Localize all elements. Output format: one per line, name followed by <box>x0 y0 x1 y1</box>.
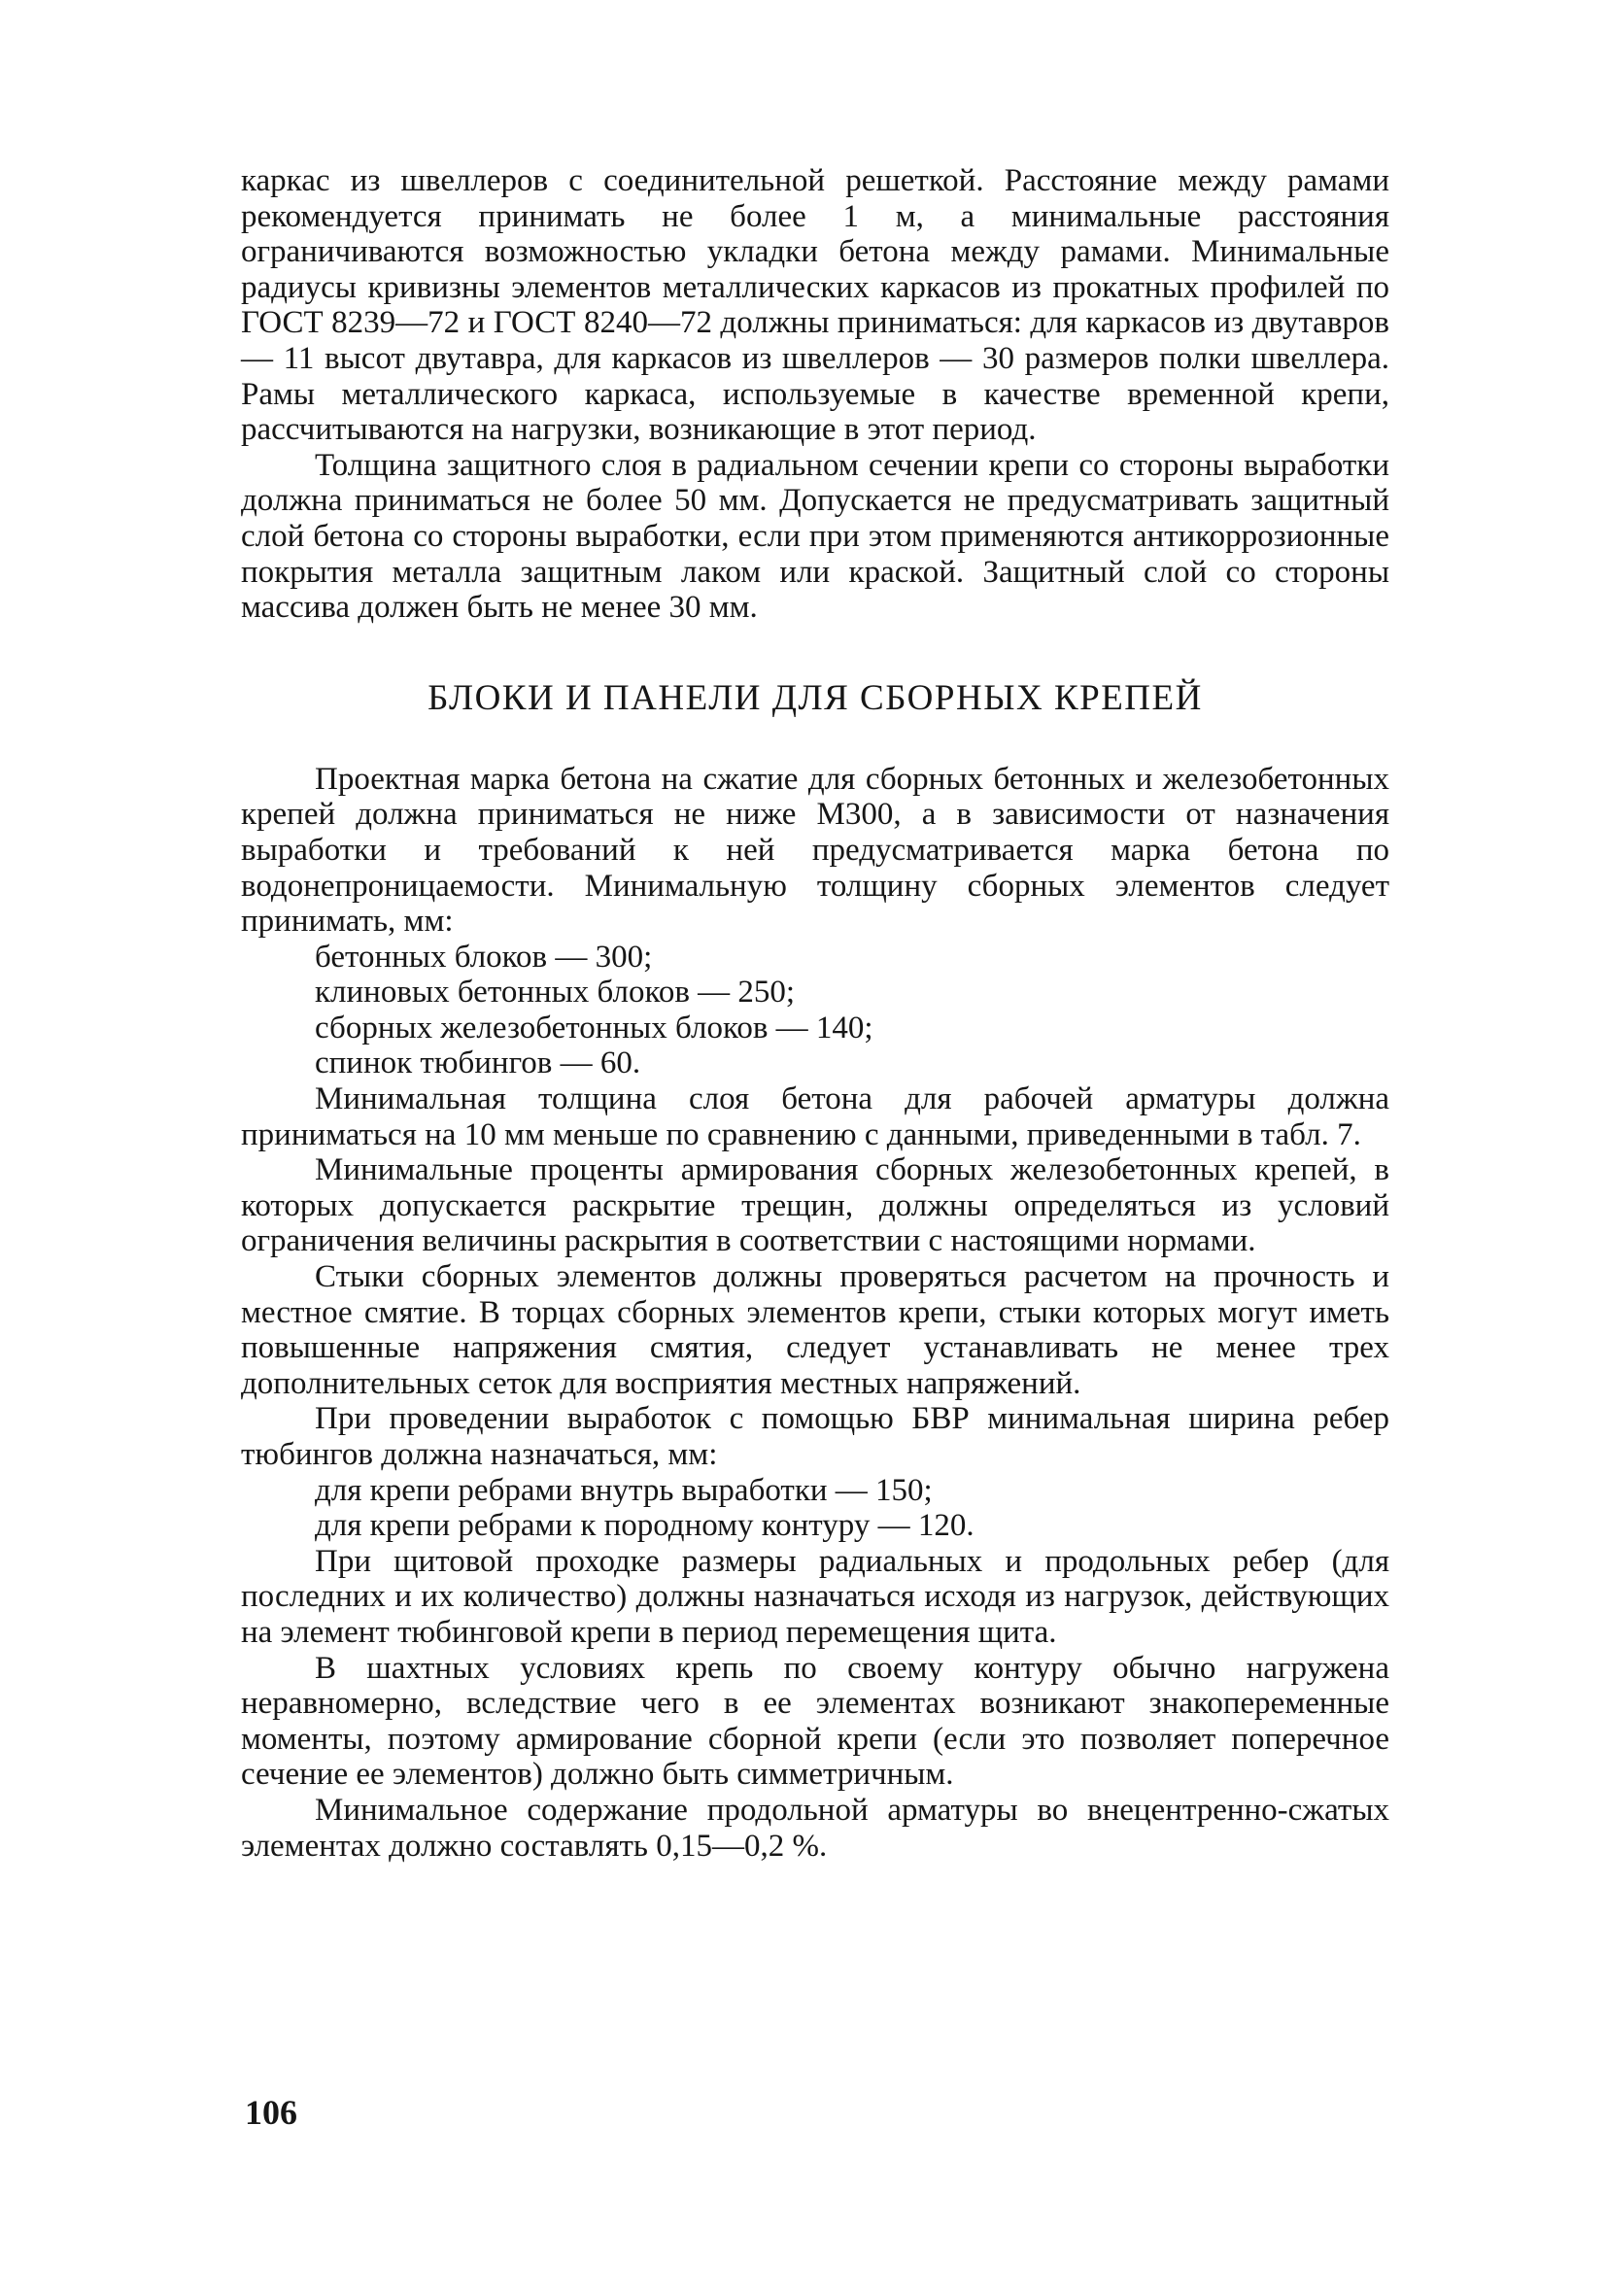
rib-list-item: для крепи ребрами к породному контуру — 120. <box>315 1508 974 1544</box>
thickness-list-item: спинок тюбингов — 60. <box>315 1045 641 1081</box>
thickness-list-item: сборных железобетонных блоков — 140; <box>315 1010 873 1045</box>
concrete-grade-paragraph: Проектная марка бетона на сжатие для сборных бетонных и железобетонных крепей должна приниматься не ниже М300, а в зависимости от назначения выработки и требований к ней предусматривается марка бетона по водонепроницаемости. Минимальную толщину сборных элементов следует принимать, мм: <box>241 761 1389 940</box>
page-number: 106 <box>245 2093 297 2132</box>
reinforcement-percent-paragraph: Минимальные проценты армирования сборных железобетонных крепей, в которых допускается раскрытие трещин, должны определяться из условий ограничения величины раскрытия в соответствии с настоящими нормами. <box>241 1152 1389 1259</box>
protective-layer-paragraph: Толщина защитного слоя в радиальном сечении крепи со стороны выработки должна приниматься не более 50 мм. Допускается не предусматривать защитный слой бетона со стороны выработки, если при этом применяются антикоррозионные покрытия металла защитным лаком или краской. Защитный слой со стороны массива должен быть не менее 30 мм. <box>241 447 1389 626</box>
thickness-list-item: бетонных блоков — 300; <box>315 939 653 975</box>
continued-paragraph: каркас из швеллеров с соединительной решеткой. Расстояние между рамами рекомендуется принимать не более 1 м, а минимальные расстояния ограничиваются возможностью укладки бетона между рамами. Минимальные радиусы кривизны элементов металлических каркасов из прокатных профилей по ГОСТ 8239—72 и ГОСТ 8240—72 должны приниматься: для каркасов из двутавров — 11 высот двутавра, для каркасов из швеллеров — 30 размеров полки швеллера. Рамы металлического каркаса, используемые в качестве временной крепи, рассчитываются на нагрузки, возникающие в этот период. <box>241 163 1389 448</box>
thickness-list-item: клиновых бетонных блоков — 250; <box>315 975 796 1011</box>
mine-conditions-paragraph: В шахтных условиях крепь по своему контуру обычно нагружена неравномерно, вследствие чего в ее элементах возникают знакопеременные моменты, поэтому армирование сборной крепи (если это позволяет поперечное сечение ее элементов) должно быть симметричным. <box>241 1650 1389 1793</box>
rib-width-paragraph: При проведении выработок с помощью БВР минимальная ширина ребер тюбингов должна назначаться, мм: <box>241 1401 1389 1472</box>
rib-list-item: для крепи ребрами внутрь выработки — 150; <box>315 1472 933 1508</box>
reinforcement-cover-paragraph: Минимальная толщина слоя бетона для рабочей арматуры должна приниматься на 10 мм меньше по сравнению с данными, приведенными в табл. 7. <box>241 1081 1389 1152</box>
joints-paragraph: Стыки сборных элементов должны проверяться расчетом на прочность и местное смятие. В торцах сборных элементов крепи, стыки которых могут иметь повышенные напряжения смятия, следует устанавливать не менее трех дополнительных сеток для восприятия местных напряжений. <box>241 1259 1389 1401</box>
page-body <box>241 163 1389 1864</box>
shield-tunneling-paragraph: При щитовой проходке размеры радиальных и продольных ребер (для последних и их количество) должны назначаться исходя из нагрузок, действующих на элемент тюбинговой крепи в период перемещения щита. <box>241 1543 1389 1650</box>
section-heading: БЛОКИ И ПАНЕЛИ ДЛЯ СБОРНЫХ КРЕПЕЙ <box>427 677 1203 718</box>
longitudinal-reinforcement-paragraph: Минимальное содержание продольной арматуры во внецентренно-сжатых элементах должно составлять 0,15—0,2 %. <box>241 1792 1389 1864</box>
